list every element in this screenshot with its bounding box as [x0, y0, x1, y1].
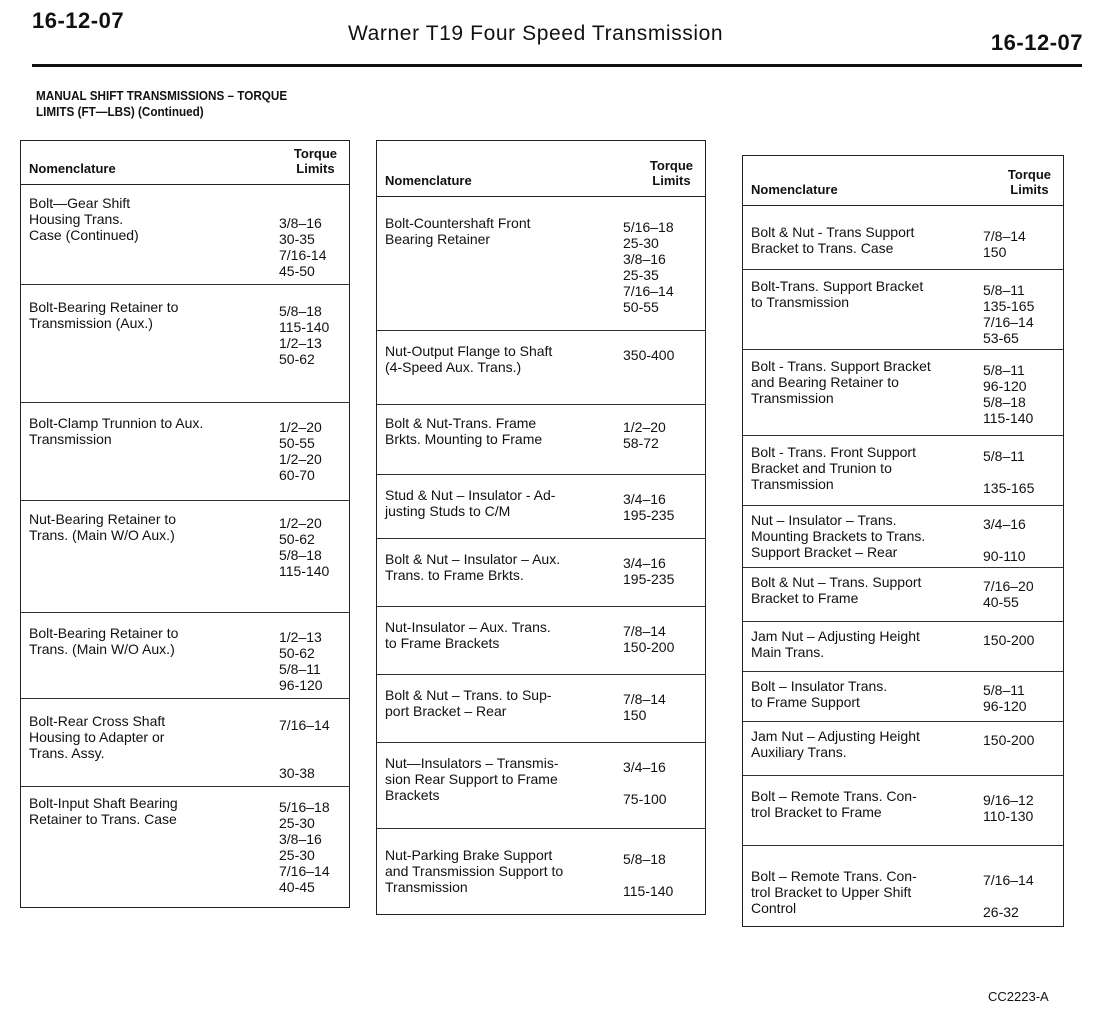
- nomenclature-cell: Bolt – Insulator Trans. to Frame Support: [751, 678, 888, 710]
- page-number-left: 16-12-07: [32, 8, 125, 33]
- figure-code: CC2223-A: [988, 989, 1049, 1004]
- column-header-torque-limits: Torque Limits: [649, 158, 693, 188]
- table-row: [377, 405, 705, 475]
- nomenclature-cell: Bolt & Nut – Insulator – Aux. Trans. to Frame Brkts.: [385, 551, 561, 583]
- nomenclature-cell: Bolt & Nut-Trans. Frame Brkts. Mounting to Frame: [385, 415, 543, 447]
- column-header-nomenclature: Nomenclature: [385, 173, 472, 188]
- table-row: [743, 846, 1063, 928]
- page-title: Warner T19 Four Speed Transmission: [348, 22, 724, 45]
- table-header: [377, 141, 705, 197]
- torque-limits-cell: 7/8–14 150: [623, 691, 666, 723]
- table-row: [21, 787, 349, 907]
- nomenclature-cell: Bolt – Remote Trans. Con- trol Bracket to Frame: [751, 788, 917, 820]
- column-header-torque-limits: Torque Limits: [293, 146, 337, 176]
- torque-limits-cell: 3/8–16 30-35 7/16-14 45-50: [279, 215, 327, 279]
- torque-limits-cell: 150-200: [983, 632, 1035, 648]
- section-title: MANUAL SHIFT TRANSMISSIONS – TORQUE LIMITS (FT—LBS) (Continued): [36, 88, 288, 119]
- torque-limits-cell: 9/16–12 110-130: [983, 792, 1034, 824]
- table-row: [377, 607, 705, 675]
- torque-limits-cell: 7/8–14 150-200: [623, 623, 675, 655]
- torque-limits-cell: 5/8–18 115-140: [623, 851, 674, 899]
- table-row: [21, 613, 349, 699]
- nomenclature-cell: Bolt - Trans. Support Bracket and Bearing Retainer to Transmission: [751, 358, 931, 406]
- table-row: [377, 743, 705, 829]
- nomenclature-cell: Bolt & Nut – Trans. to Sup- port Bracket – Rear: [385, 687, 552, 719]
- nomenclature-cell: Nut-Output Flange to Shaft (4-Speed Aux. Trans.): [385, 343, 553, 375]
- table-row: [743, 776, 1063, 846]
- torque-table-1: [20, 140, 350, 908]
- torque-limits-cell: 7/16–20 40-55: [983, 578, 1034, 610]
- nomenclature-cell: Bolt-Input Shaft Bearing Retainer to Trans. Case: [29, 795, 178, 827]
- torque-limits-cell: 5/16–18 25-30 3/8–16 25-30 7/16–14 40-45: [279, 799, 330, 895]
- nomenclature-cell: Bolt-Rear Cross Shaft Housing to Adapter or Trans. Assy.: [29, 713, 166, 761]
- torque-limits-cell: 5/8–11 135-165: [983, 448, 1035, 496]
- torque-limits-cell: 3/4–16 195-235: [623, 555, 675, 587]
- nomenclature-cell: Bolt-Trans. Support Bracket to Transmission: [751, 278, 924, 310]
- table-row: [21, 699, 349, 787]
- table-row: [743, 270, 1063, 350]
- nomenclature-cell: Bolt-Clamp Trunnion to Aux. Transmission: [29, 415, 204, 447]
- table-row: [743, 622, 1063, 672]
- table-row: [743, 672, 1063, 722]
- torque-limits-cell: 5/8–11 135-165 7/16–14 53-65: [983, 282, 1035, 346]
- nomenclature-cell: Jam Nut – Adjusting Height Main Trans.: [751, 628, 920, 660]
- table-header: [21, 141, 349, 185]
- nomenclature-cell: Bolt & Nut - Trans Support Bracket to Trans. Case: [751, 224, 915, 256]
- nomenclature-cell: Bolt-Bearing Retainer to Transmission (Aux.): [29, 299, 179, 331]
- nomenclature-cell: Bolt & Nut – Trans. Support Bracket to Frame: [751, 574, 922, 606]
- column-header-torque-limits: Torque Limits: [1007, 167, 1051, 197]
- nomenclature-cell: Bolt - Trans. Front Support Bracket and Trunion to Transmission: [751, 444, 916, 492]
- torque-limits-cell: 1/2–20 58-72: [623, 419, 666, 451]
- torque-limits-cell: 5/16–18 25-30 3/8–16 25-35 7/16–14 50-55: [623, 219, 674, 315]
- table-row: [743, 350, 1063, 436]
- table-row: [743, 436, 1063, 506]
- torque-limits-cell: 1/2–20 50-62 5/8–18 115-140: [279, 515, 330, 579]
- torque-limits-cell: 7/16–14 26-32: [983, 872, 1034, 920]
- torque-limits-cell: 3/4–16 195-235: [623, 491, 675, 523]
- nomenclature-cell: Bolt – Remote Trans. Con- trol Bracket to Upper Shift Control: [751, 868, 917, 916]
- torque-table-2: [376, 140, 706, 915]
- table-row: [377, 331, 705, 405]
- column-header-nomenclature: Nomenclature: [751, 182, 838, 197]
- table-row: [21, 285, 349, 403]
- table-row: [743, 568, 1063, 622]
- torque-limits-cell: 5/8–11 96-120: [983, 682, 1027, 714]
- table-header: [743, 156, 1063, 206]
- nomenclature-cell: Bolt—Gear Shift Housing Trans. Case (Continued): [29, 195, 139, 243]
- nomenclature-cell: Jam Nut – Adjusting Height Auxiliary Trans.: [751, 728, 920, 760]
- torque-limits-cell: 150-200: [983, 732, 1035, 748]
- torque-limits-cell: 5/8–11 96-120 5/8–18 115-140: [983, 362, 1034, 426]
- torque-limits-cell: 7/8–14 150: [983, 228, 1026, 260]
- torque-limits-cell: 1/2–20 50-55 1/2–20 60-70: [279, 419, 322, 483]
- torque-limits-cell: 7/16–14 30-38: [279, 717, 330, 781]
- table-row: [377, 475, 705, 539]
- table-row: [743, 722, 1063, 776]
- torque-limits-cell: 350-400: [623, 347, 675, 363]
- nomenclature-cell: Nut – Insulator – Trans. Mounting Brackets to Trans. Support Bracket – Rear: [751, 512, 926, 560]
- nomenclature-cell: Nut—Insulators – Transmis- sion Rear Support to Frame Brackets: [385, 755, 559, 803]
- torque-limits-cell: 5/8–18 115-140 1/2–13 50-62: [279, 303, 330, 367]
- table-row: [743, 506, 1063, 568]
- torque-limits-cell: 3/4–16 90-110: [983, 516, 1026, 564]
- table-row: [21, 185, 349, 285]
- header-rule: [32, 64, 1082, 67]
- nomenclature-cell: Nut-Parking Brake Support and Transmission Support to Transmission: [385, 847, 564, 895]
- nomenclature-cell: Nut-Insulator – Aux. Trans. to Frame Brackets: [385, 619, 551, 651]
- table-row: [377, 539, 705, 607]
- nomenclature-cell: Bolt-Bearing Retainer to Trans. (Main W/O Aux.): [29, 625, 179, 657]
- nomenclature-cell: Nut-Bearing Retainer to Trans. (Main W/O Aux.): [29, 511, 177, 543]
- nomenclature-cell: Stud & Nut – Insulator - Ad- justing Studs to C/M: [385, 487, 556, 519]
- torque-limits-cell: 3/4–16 75-100: [623, 759, 667, 807]
- table-row: [743, 206, 1063, 270]
- table-row: [377, 829, 705, 916]
- table-row: [377, 675, 705, 743]
- torque-limits-cell: 1/2–13 50-62 5/8–11 96-120: [279, 629, 323, 693]
- nomenclature-cell: Bolt-Countershaft Front Bearing Retainer: [385, 215, 531, 247]
- table-row: [21, 501, 349, 613]
- page-number-right: 16-12-07: [990, 30, 1083, 55]
- table-row: [377, 197, 705, 331]
- table-row: [21, 403, 349, 501]
- torque-table-3: [742, 155, 1064, 927]
- column-header-nomenclature: Nomenclature: [29, 161, 116, 176]
